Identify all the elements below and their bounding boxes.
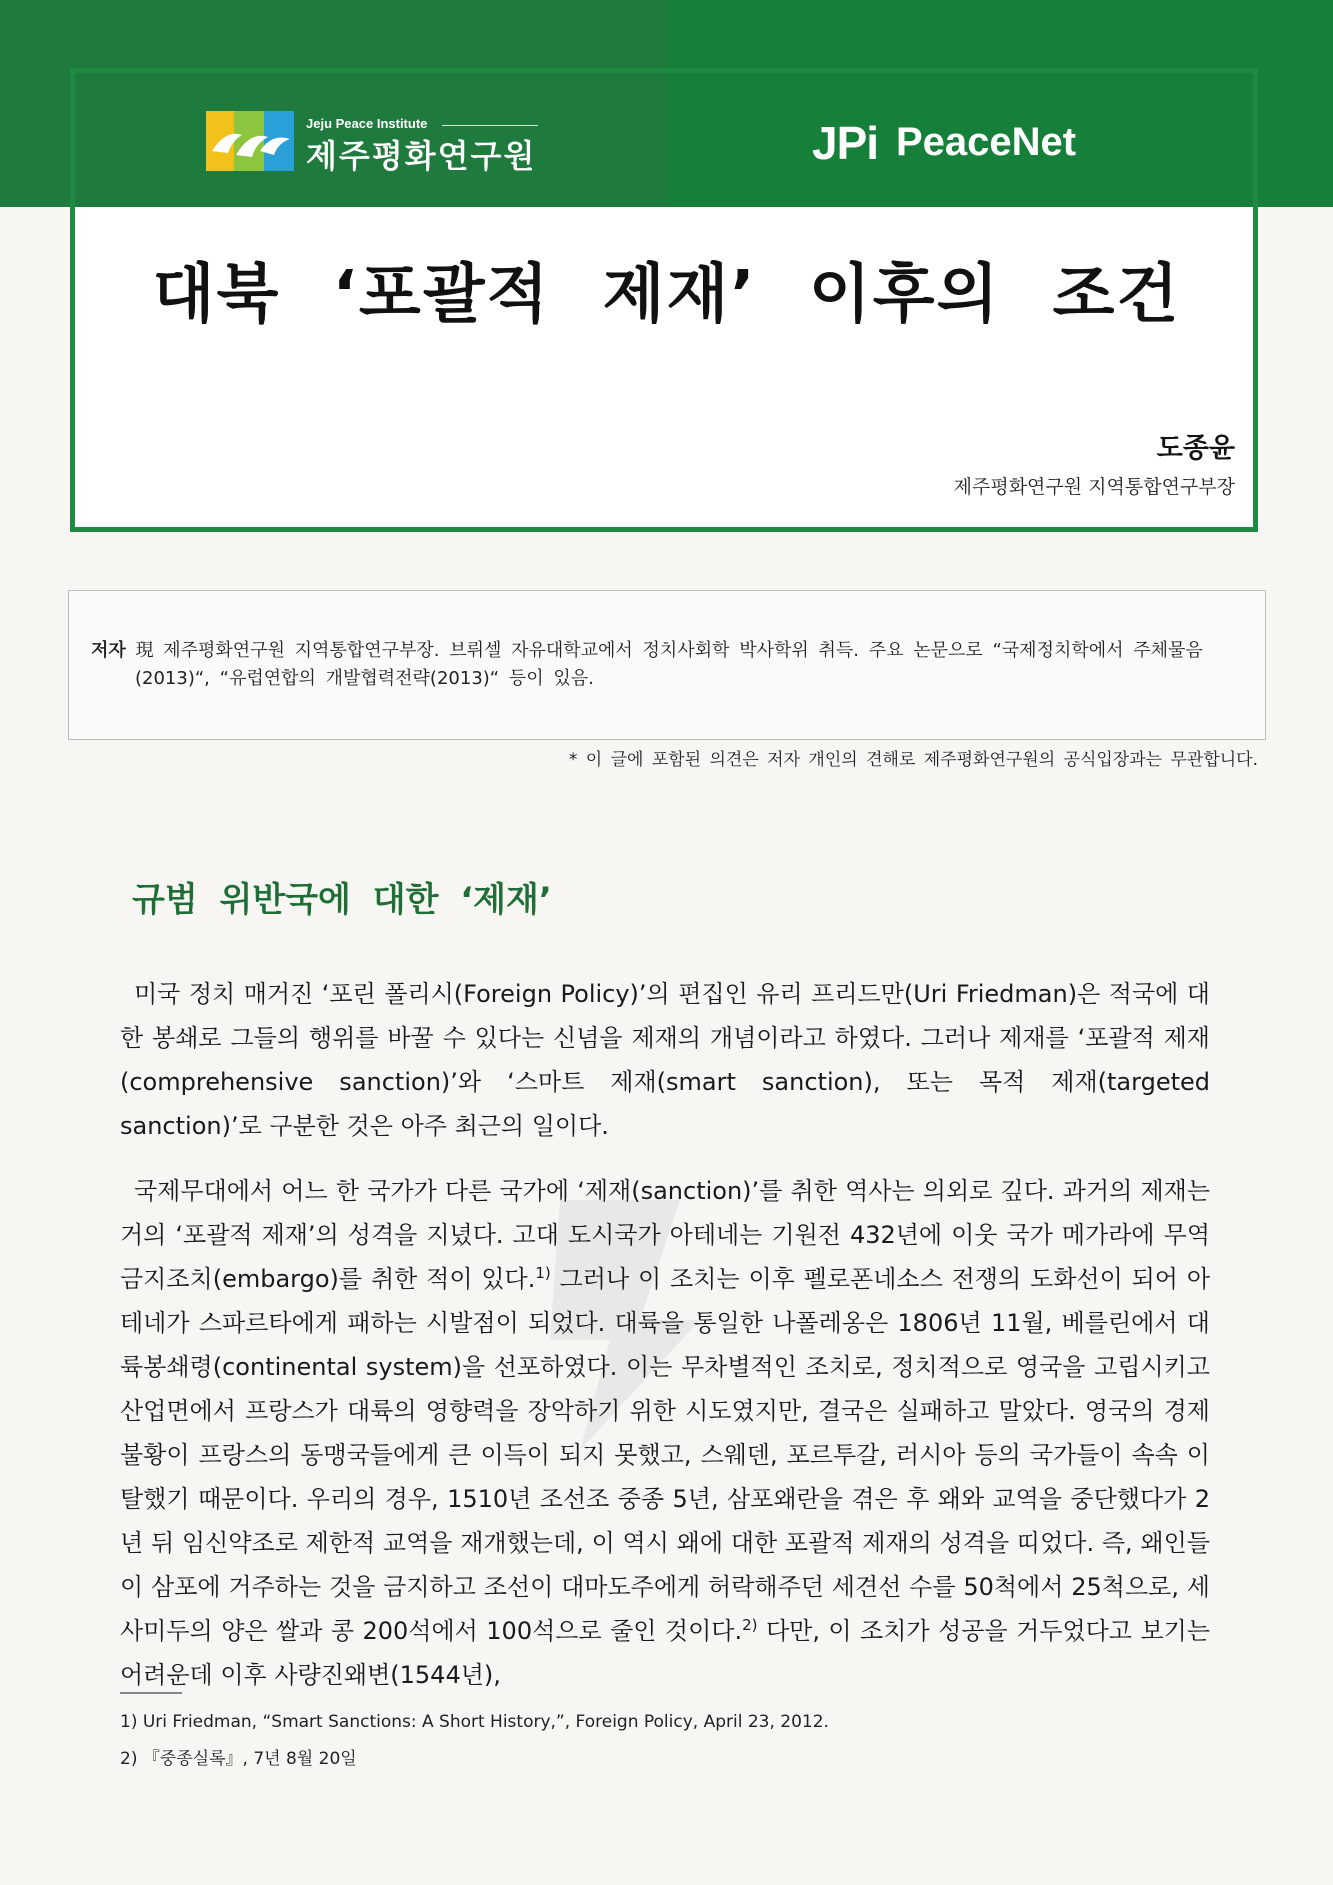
footnote-ref-2[interactable]: 2): [742, 1616, 758, 1634]
author-bio-box: [68, 590, 1266, 740]
disclaimer: * 이 글에 포함된 의견은 저자 개인의 견해로 제주평화연구원의 공식입장과는 무관합니다.: [568, 750, 1258, 770]
peacenet-name: PeaceNet: [896, 120, 1077, 164]
paragraph-2-part-c: 다만, 이 조치가 성공을 거두었다고 보기는 어려운데 이후 사량진왜변(1544년),: [120, 1617, 1210, 1689]
author-bio: [91, 637, 1241, 693]
footnote-divider: [120, 1692, 182, 1694]
logo-name-ko: 제주평화연구원: [306, 137, 537, 175]
section-title: 규범 위반국에 대한 ‘제재’: [132, 880, 552, 920]
logo-divider: [442, 125, 538, 126]
footnote-2: 2) 『중종실록』, 7년 8월 20일: [120, 1749, 357, 1769]
footnote-ref-1[interactable]: 1): [535, 1264, 551, 1282]
jpi-birds-icon: [206, 111, 294, 171]
footnote-1: 1) Uri Friedman, “Smart Sanctions: A Short History,”, Foreign Policy, April 23, 2012.: [120, 1712, 829, 1732]
bio-text: 現 제주평화연구원 지역통합연구부장. 브뤼셀 자유대학교에서 정치사회학 박사학위 취득. 주요 논문으로 “국제정치학에서 주체물음(2013)“, “유럽연합의 개발협력전략(2013)“ 등이 있음.: [135, 640, 1203, 689]
jeju-peace-institute-logo: [206, 111, 546, 175]
paragraph-2-part-a: 국제무대에서 어느 한 국가가 다른 국가에 ‘제재(sanction)’를 취한 역사는 의외로 깊다. 과거의 제재는 거의 ‘포괄적 제재’의 성격을 지녔다. 고대 도시국가 아테네는 기원전 432년에 이웃 국가 메가라에 무역금지조치(embargo)를 취한 적이 있다.: [120, 1177, 1210, 1293]
peacenet-mark: JPi: [812, 117, 879, 169]
page-title: 대북 ‘포괄적 제재’ 이후의 조건: [152, 258, 1181, 332]
paragraph-2-part-b: 그러나 이 조치는 이후 펠로폰네소스 전쟁의 도화선이 되어 아테네가 스파르타에게 패하는 시발점이 되었다. 대륙을 통일한 나폴레옹은 1806년 11월, 베를린에서 대륙봉쇄령(continental system)을 선포하였다. 이는 무차별적인 조치로, 정치적으로 영국을 고립시키고 산업면에서 프랑스가 대륙의 영향력을 장악하기 위한 시도였지만, 결국은 실패하고 말았다. 영국의 경제 불황이 프랑스의 동맹국들에게 큰 이득이 되지 못했고, 스웨덴, 포르투갈, 러시아 등의 국가들이 속속 이탈했기 때문이다. 우리의 경우, 1510년 조선조 중종 5년, 삼포왜란을 겪은 후 왜와 교역을 중단했다가 2년 뒤 임신약조로 제한적 교역을 재개했는데, 이 역시 왜에 대한 포괄적 제재의 성격을 띠었다. 즉, 왜인들이 삼포에 거주하는 것을 금지하고 조선이 대마도주에게 허락해주던 세견선 수를 50척에서 25척으로, 세사미두의 양은 쌀과 콩 200석에서 100석으로 줄인 것이다.: [120, 1265, 1210, 1645]
paragraph-2: [120, 1169, 1210, 1697]
paragraph-1: 미국 정치 매거진 ‘포린 폴리시(Foreign Policy)’의 편집인 유리 프리드만(Uri Friedman)은 적국에 대한 봉쇄로 그들의 행위를 바꿀 수 있다는 신념을 제재의 개념이라고 하였다. 그러나 제재를 ‘포괄적 제재(comprehensive sanction)’와 ‘스마트 제재(smart sanction), 또는 목적 제재(targeted sanction)’로 구분한 것은 아주 최근의 일이다.: [120, 980, 1210, 1140]
author-name: 도종윤: [1156, 433, 1235, 464]
bio-label: 저자: [91, 640, 126, 661]
logo-name-en: Jeju Peace Institute: [306, 116, 428, 131]
author-affiliation: 제주평화연구원 지역통합연구부장: [953, 476, 1235, 498]
